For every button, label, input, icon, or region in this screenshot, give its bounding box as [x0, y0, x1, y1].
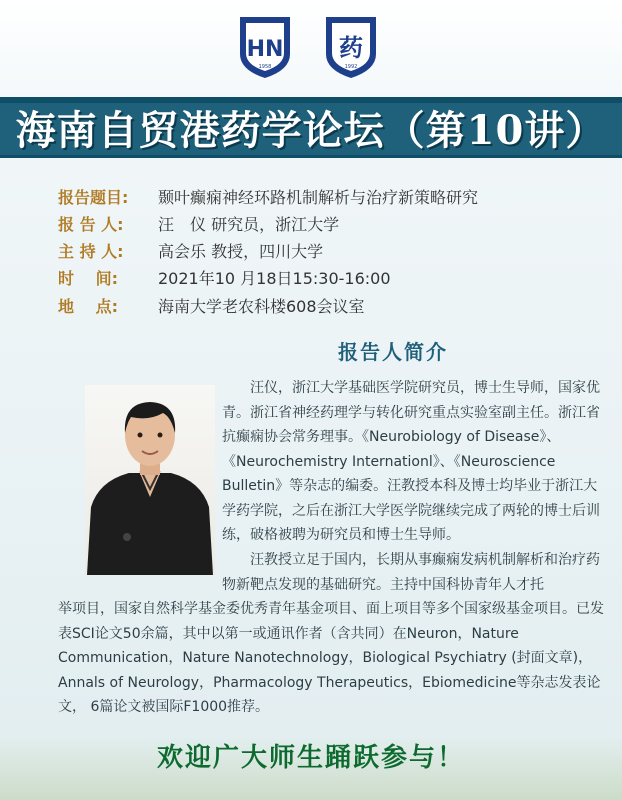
info-label: 报 告 人:: [58, 215, 124, 234]
speaker-bio-paragraph-2-end: 举项目，国家自然科学基金委优秀青年基金项目、面上项目等多个国家级基金项目。已发表SCI论文50余篇，其中以第一或通讯作者（含共同）在Neuron，Nature Communication，Nature Nanotechnology，Biological Psychiatry (封面文章)，Annals of Neurology，Pharmacology Therapeutics，Ebiomedicine等杂志发表论文， 6篇论文被国际F1000推荐。: [58, 601, 604, 715]
speaker-bio-paragraph-1: 汪仪，浙江大学基础医学院研究员，博士生导师，国家优青。浙江省神经药理学与转化研究重点实验室副主任。浙江省抗癫痫协会常务理事。《Neurobiology of Disease》、《Neurochemistry Internationl》、《Neuroscience Bulletin》等杂志的编委。汪教授本科及博士均毕业于浙江大学药学院，之后在浙江大学医学院继续完成了两轮的博士后训练，破格被聘为研究员和博士生导师。: [222, 380, 600, 543]
logo-year-text: 1958: [258, 64, 272, 70]
info-value: 汪 仪 研究员，浙江大学: [158, 215, 340, 234]
speaker-bio-paragraph-2-start: 汪教授立足于国内，长期从事癫痫发病机制解析和治疗药物新靶点发现的基础研究。主持中国科协青年人才托: [222, 552, 600, 593]
logo-hn-text: HN: [246, 37, 284, 62]
page-title: 海南自贸港药学论坛（第10讲）: [15, 107, 607, 154]
info-value: 2021年10 月18日15:30-16:00: [158, 269, 391, 288]
info-label: 报告题目:: [58, 188, 129, 207]
speaker-portrait-icon: [85, 385, 215, 575]
info-row-speaker: [58, 214, 339, 236]
info-row-location: [58, 296, 365, 318]
info-label: 时 间:: [58, 269, 118, 288]
university-logo-icon: [236, 14, 294, 80]
info-value: 海南大学老农科楼608会议室: [158, 297, 365, 316]
info-label: 地 点:: [58, 297, 118, 316]
header-background: [0, 0, 622, 100]
info-value: 高会乐 教授，四川大学: [158, 242, 324, 261]
info-row-topic: [58, 187, 478, 209]
info-row-time: [58, 268, 391, 290]
speaker-photo: [85, 385, 215, 575]
info-value: 颞叶癫痫神经环路机制解析与治疗新策略研究: [158, 188, 479, 207]
logo-yao-text: 药: [339, 33, 363, 62]
logo2-year-text: 1992: [344, 64, 358, 70]
welcome-message: 欢迎广大师生踊跃参与！: [156, 743, 465, 773]
pharmacy-school-logo-icon: [322, 14, 380, 80]
info-label: 主 持 人:: [58, 242, 124, 261]
info-row-host: [58, 241, 323, 263]
speaker-intro-heading: 报告人简介: [338, 340, 448, 364]
